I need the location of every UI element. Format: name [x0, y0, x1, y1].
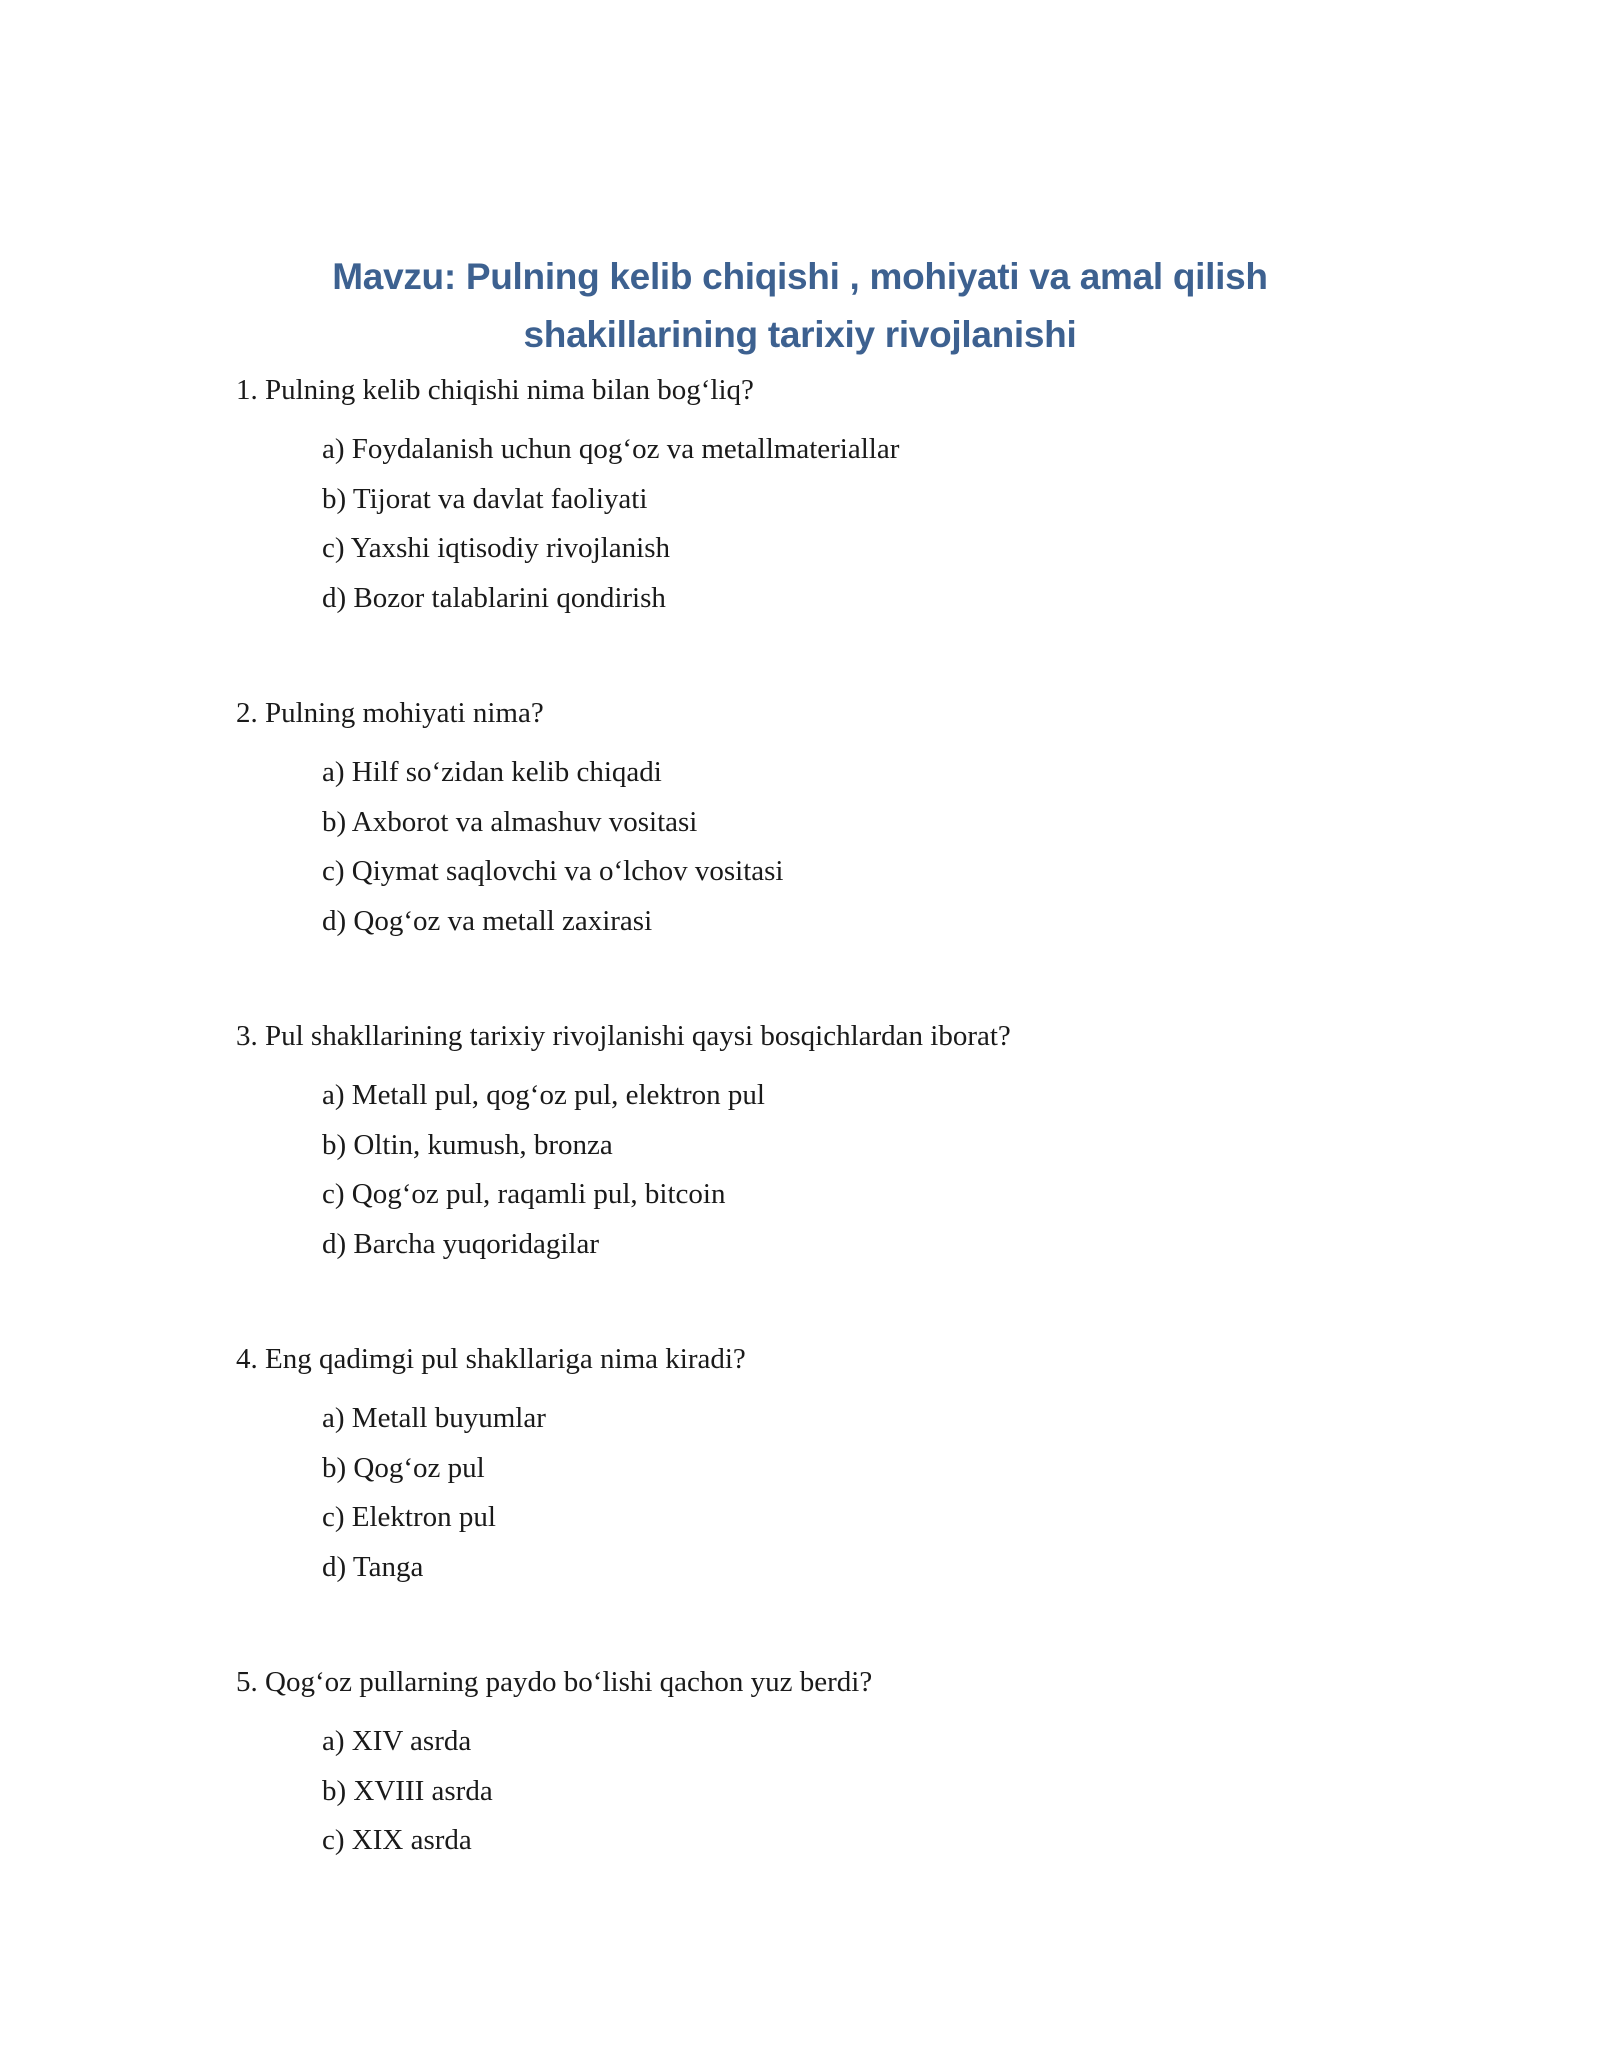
question-5-options	[322, 1717, 872, 1866]
option-item: d) Barcha yuqoridagilar	[322, 1227, 600, 1260]
option-item: b) XVIII asrda	[322, 1774, 493, 1807]
question-5-text: 5. Qog‘oz pullarning paydo bo‘lishi qachon yuz berdi?	[236, 1666, 873, 1698]
option-item: c) Qog‘oz pul, raqamli pul, bitcoin	[322, 1178, 726, 1210]
option-item: a) Hilf so‘zidan kelib chiqadi	[322, 756, 662, 788]
option-item: d) Tanga	[322, 1550, 424, 1583]
option-item: d) Bozor talablarini qondirish	[322, 581, 666, 614]
question-1-text: 1. Pulning kelib chiqishi nima bilan bog‘liq?	[236, 374, 754, 406]
question-block-5	[236, 1662, 872, 1866]
option-item: c) Elektron pul	[322, 1501, 496, 1533]
question-block-4	[236, 1339, 746, 1592]
question-2-text: 2. Pulning mohiyati nima?	[236, 697, 544, 729]
question-2-options	[322, 748, 783, 946]
option-item: b) Axborot va almashuv vositasi	[322, 805, 698, 838]
question-1-options	[322, 425, 899, 623]
option-item: b) Tijorat va davlat faoliyati	[322, 482, 648, 515]
option-item: b) Oltin, kumush, bronza	[322, 1128, 613, 1161]
option-item: a) Metall pul, qog‘oz pul, elektron pul	[322, 1079, 765, 1111]
question-4-text: 4. Eng qadimgi pul shakllariga nima kiradi?	[236, 1343, 746, 1375]
option-item: a) Foydalanish uchun qog‘oz va metallmateriallar	[322, 433, 900, 465]
question-block-1	[236, 370, 899, 623]
option-item: a) XIV asrda	[322, 1725, 472, 1757]
option-item: c) Yaxshi iqtisodiy rivojlanish	[322, 532, 671, 564]
option-item: c) XIX asrda	[322, 1824, 472, 1856]
option-item: d) Qog‘oz va metall zaxirasi	[322, 904, 653, 937]
question-3-options	[322, 1071, 1011, 1269]
question-3-text: 3. Pul shakllarining tarixiy rivojlanishi qaysi bosqichlardan iborat?	[236, 1020, 1011, 1052]
option-item: b) Qog‘oz pul	[322, 1451, 485, 1484]
page-title	[0, 248, 1600, 364]
question-4-options	[322, 1394, 746, 1592]
question-block-2	[236, 693, 783, 946]
question-block-3	[236, 1016, 1011, 1269]
title-line-2: shakillarining tarixiy rivojlanishi	[523, 314, 1077, 355]
option-item: a) Metall buyumlar	[322, 1402, 546, 1434]
option-item: c) Qiymat saqlovchi va o‘lchov vositasi	[322, 855, 784, 887]
title-line-1: Mavzu: Pulning kelib chiqishi , mohiyati va amal qilish	[332, 256, 1268, 297]
